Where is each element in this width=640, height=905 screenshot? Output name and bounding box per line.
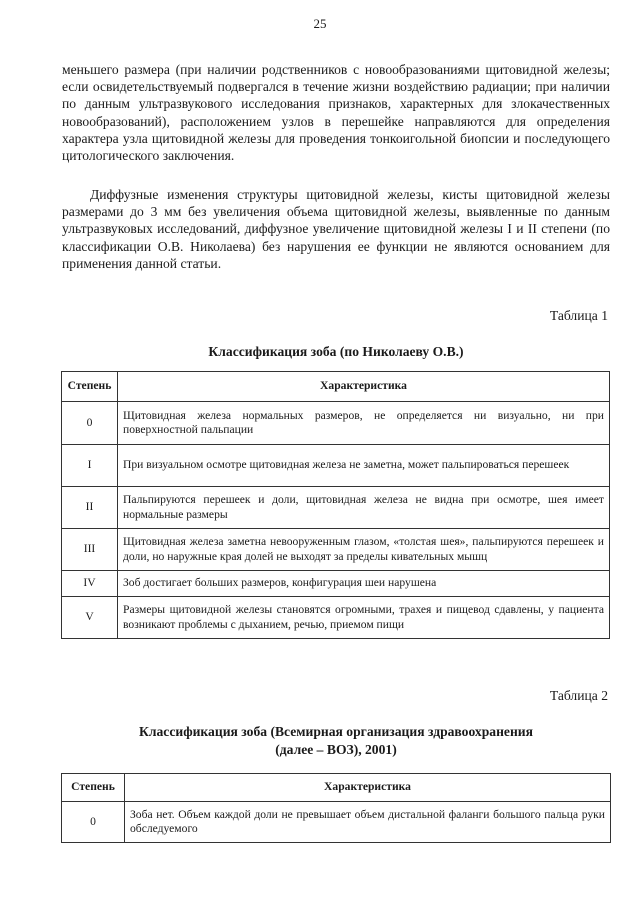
table-row [62, 529, 610, 571]
table2-label: Таблица 2 [549, 688, 608, 703]
grade-cell: 0 [62, 402, 118, 445]
table-row [62, 487, 610, 529]
table2-title-line2: (далее – ВОЗ), 2001) [275, 742, 397, 757]
table-header-row [62, 372, 610, 402]
column-header-characteristic: Характеристика [125, 774, 611, 802]
grade-cell: IV [62, 571, 118, 597]
page-number: 25 [313, 16, 327, 31]
grade-cell: I [62, 445, 118, 487]
table2-title-line1: Классификация зоба (Всемирная организация здравоохранения [139, 724, 533, 739]
column-header-characteristic: Характеристика [118, 372, 610, 402]
grade-cell: III [62, 529, 118, 571]
table2-who-classification [61, 773, 611, 843]
characteristic-cell: Зоб достигает больших размеров, конфигурация шеи нарушена [118, 571, 610, 597]
table1-label: Таблица 1 [549, 308, 608, 323]
characteristic-cell: Щитовидная железа заметна невооруженным глазом, «толстая шея», пальпируются перешеек и доли, но наружные края долей не выходят за пределы кивательных мышц [118, 529, 610, 571]
characteristic-cell: Размеры щитовидной железы становятся огромными, трахея и пищевод сдавлены, у пациента возникают проблемы с дыханием, речью, приемом пищи [118, 597, 610, 639]
table1-title: Классификация зоба (по Николаеву О.В.) [208, 344, 464, 359]
paragraph-continuation: меньшего размера (при наличии родственников с новообразованиями щитовидной железы; если освидетельствуемый подвергался в течение жизни воздействию радиации; при наличии по данным ультразвукового исследования признаков, характерных для злокачественных новообразований), расположением узлов в перешейке направляются для определения характера узла щитовидной железы для проведения тонкоигольной биопсии и последующего цитологического заключения. [62, 62, 610, 164]
paragraph-diffuse-changes: Диффузные изменения структуры щитовидной железы, кисты щитовидной железы размерами до 3 мм без увеличения объема щитовидной железы, выявленные по данным ультразвуковых исследований, диффузное увеличение щитовидной железы I и II степени (по классификации О.В. Николаева) без нарушения ее функции не являются основанием для применения данной статьи. [62, 187, 610, 271]
table-row [62, 445, 610, 487]
column-header-grade: Степень [62, 774, 125, 802]
table-row [62, 802, 611, 843]
table-header-row [62, 774, 611, 802]
table-row [62, 597, 610, 639]
table1-nikolaev-classification [61, 371, 610, 639]
characteristic-cell: При визуальном осмотре щитовидная железа не заметна, может пальпироваться перешеек [118, 445, 610, 487]
grade-cell: 0 [62, 802, 125, 843]
table2-title [62, 723, 610, 759]
table-row [62, 571, 610, 597]
table-row [62, 402, 610, 445]
grade-cell: II [62, 487, 118, 529]
characteristic-cell: Зоба нет. Объем каждой доли не превышает объем дистальной фаланги большого пальца руки обследуемого [125, 802, 611, 843]
column-header-grade: Степень [62, 372, 118, 402]
characteristic-cell: Щитовидная железа нормальных размеров, не определяется ни визуально, ни при поверхностной пальпации [118, 402, 610, 445]
grade-cell: V [62, 597, 118, 639]
characteristic-cell: Пальпируются перешеек и доли, щитовидная железа не видна при осмотре, шея имеет нормальные размеры [118, 487, 610, 529]
